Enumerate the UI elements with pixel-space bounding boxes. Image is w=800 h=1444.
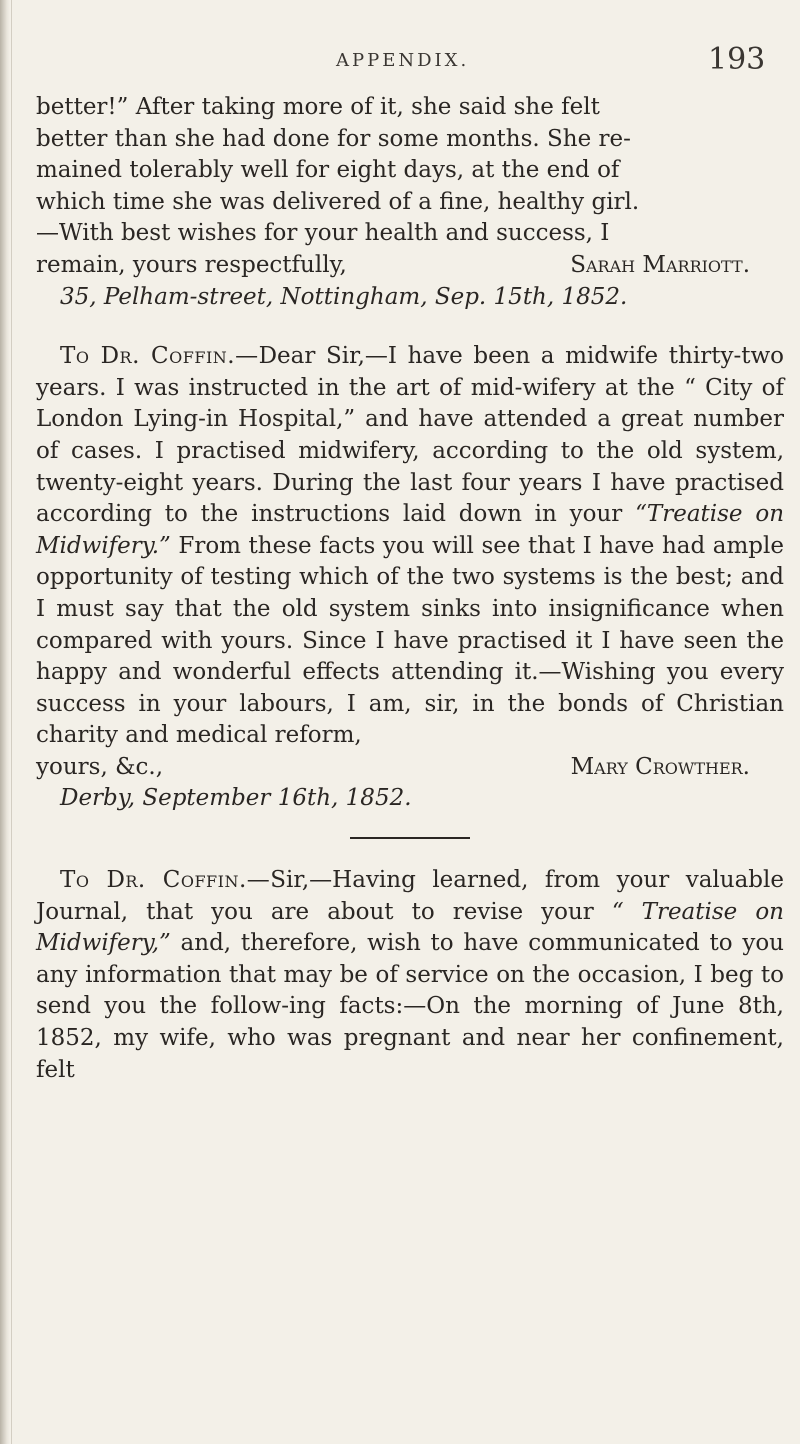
letter-crowther: [36, 341, 784, 815]
place-and-month: Derby, September: [60, 785, 271, 812]
letter-line: better!” After taking more of it, she said she felt: [36, 94, 600, 120]
signature: Sarah Marriott.: [570, 251, 750, 278]
date-rest: 16th, 1852.: [277, 785, 412, 812]
closing-line: [36, 752, 784, 784]
letter-line: better than she had done for some months. She re-: [36, 125, 631, 152]
letter-text: and, therefore, wish to have communicated to you any information that may be of service on the occasion, I beg to send you the follow-ing facts:—On the morning of June 8th, 1852, my wife, who was pregnant and near her confinement, felt: [36, 930, 784, 1083]
salutation: To Dr. Coffin.—: [60, 867, 271, 894]
page-number: 193: [708, 42, 766, 77]
section-gap: [36, 313, 784, 341]
signature: Mary Crowther.: [570, 753, 750, 780]
letter-paragraph: [36, 341, 784, 752]
letter-line: which time she was delivered of a fine, healthy girl.: [36, 188, 640, 215]
section-divider: [350, 837, 470, 839]
salutation: To Dr. Coffin.—: [60, 343, 259, 370]
letter-paragraph: [36, 865, 784, 1086]
letter-anonymous: [36, 865, 784, 1086]
treatise-title: “ Treatise on Midwifery,”: [36, 898, 784, 957]
book-spine-edge: [0, 0, 10, 1444]
letter-text: From these facts you will see that I have had ample opportunity of testing which of the two systems is the best; and I must say that the old system sinks into insignificance when compared with yours. Since I have practised it I have seen the happy and wonderful effects attending it.—Wishing you every success in your labours, I am, sir, in the bonds of Christian charity and medical reform,: [36, 532, 784, 749]
letter-text: Sir,—Having learned, from your valuable Journal, that you are about to revise your: [36, 867, 784, 925]
closing-phrase: yours, &c.,: [36, 753, 164, 780]
treatise-title: “Treatise on Midwifery.”: [36, 501, 785, 559]
running-head: [0, 42, 800, 88]
gutter-line: [11, 0, 12, 1444]
letter-line: —With best wishes for your health and success, I: [36, 220, 610, 247]
page-content: [36, 92, 784, 1086]
letter-line: mained tolerably well for eight days, at the end of: [36, 157, 620, 184]
sender-address: 35, Pelham-street, Nottingham, Sep. 15th, 1852.: [60, 283, 628, 310]
closing-phrase: remain, yours respectfully,: [36, 251, 347, 278]
letter-marriott: [36, 92, 784, 313]
letter-text: Dear Sir,—I have been a midwife thirty-two years. I was instructed in the art of mid-wifery at the “ City of London Lying-in Hospital,” and have attended a great number of cases. I practised midwifery, according to the old system, twenty-eight years. During the last four years I have practised according to the instructions laid down in your: [36, 343, 785, 528]
running-title: APPENDIX.: [336, 50, 470, 71]
closing-line: [36, 250, 784, 282]
sender-date: [36, 783, 784, 815]
